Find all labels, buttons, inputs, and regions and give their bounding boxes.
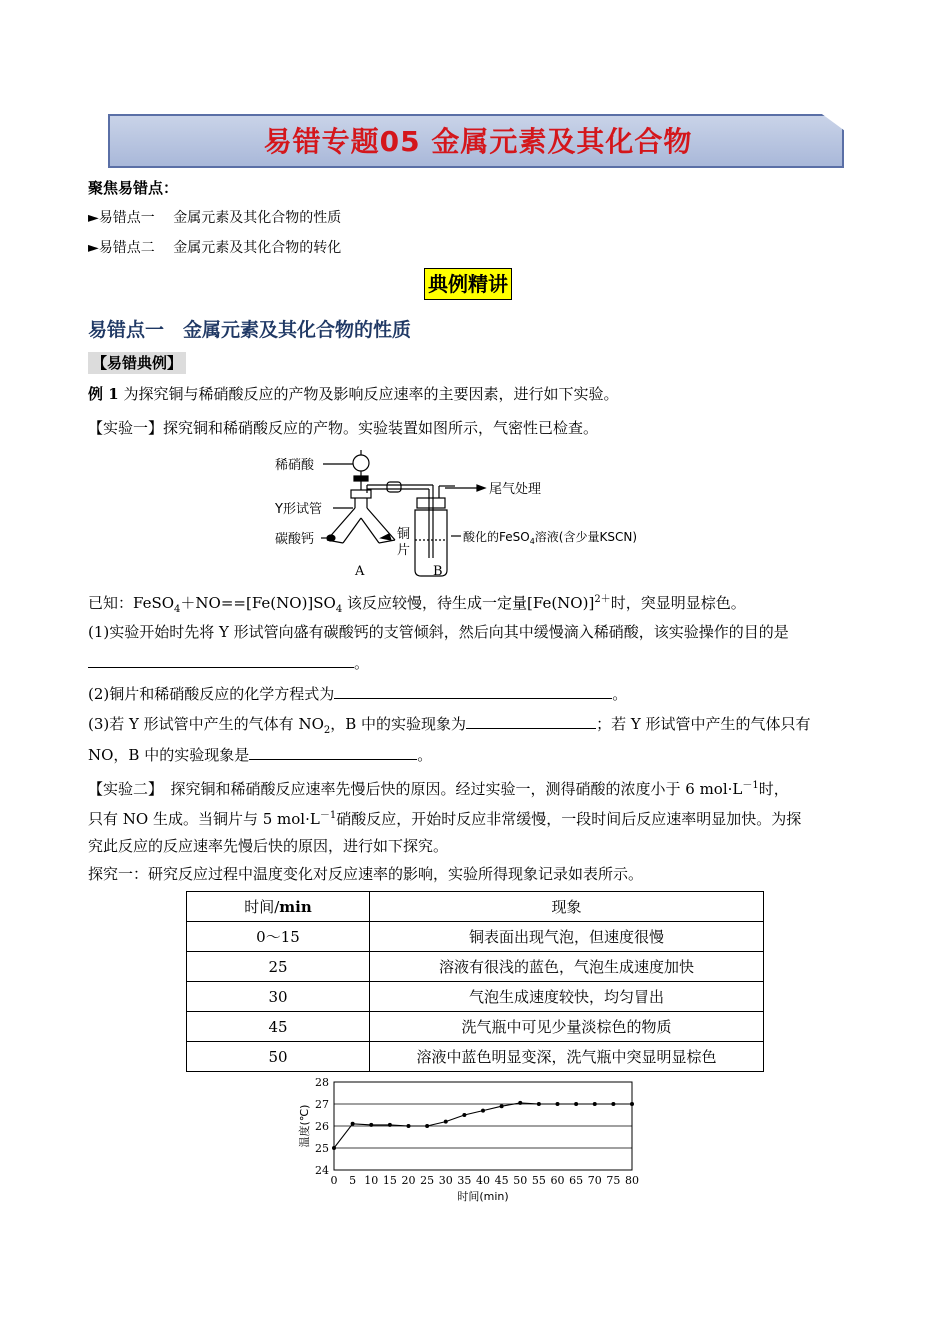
table-header-phenomenon: 现象 bbox=[370, 892, 764, 922]
apparatus-diagram bbox=[265, 448, 695, 583]
y-tick-label: 28 bbox=[315, 1076, 329, 1089]
data-point bbox=[556, 1102, 560, 1106]
table-row bbox=[187, 1042, 764, 1072]
table-cell: 30 bbox=[187, 982, 370, 1012]
label-a: A bbox=[355, 564, 365, 579]
label-tail-gas: 尾气处理 bbox=[489, 482, 542, 497]
table-header-time: 时间/min bbox=[187, 892, 370, 922]
title-banner bbox=[108, 114, 848, 170]
x-tick-label: 75 bbox=[606, 1174, 621, 1187]
table-cell: 25 bbox=[187, 952, 370, 982]
data-point bbox=[351, 1122, 355, 1126]
table-cell: 溶液有很浅的蓝色，气泡生成速度加快 bbox=[370, 952, 764, 982]
question-3: (3)若 Y 形试管中产生的气体有 $NO_2$，B 中的实验现象为 ；若 Y 形试管中产生的气体只有 bbox=[88, 715, 811, 736]
x-tick-label: 45 bbox=[494, 1174, 509, 1187]
x-tick-label: 50 bbox=[513, 1174, 528, 1187]
page-title: 易错专题05 金属元素及其化合物 bbox=[263, 125, 693, 158]
table-cell: 0～15 bbox=[187, 922, 370, 952]
data-point bbox=[537, 1102, 541, 1106]
focus-item-1: ►易错点一 金属元素及其化合物的性质 bbox=[88, 210, 342, 226]
answer-blank-1[interactable] bbox=[88, 653, 354, 668]
temperature-chart bbox=[292, 1074, 652, 1210]
question-1: (1)实验开始时先将 Y 形试管向盛有碳酸钙的支管倾斜，然后向其中缓慢滴入稀硝酸，该实验操作的目的是 bbox=[88, 623, 789, 641]
answer-blank-3b[interactable] bbox=[249, 745, 417, 760]
x-tick-label: 70 bbox=[587, 1174, 602, 1187]
y-tick-label: 26 bbox=[315, 1120, 329, 1133]
experiment-1-text: 【实验一】探究铜和稀硝酸反应的产物。实验装置如图所示，气密性已检查。 bbox=[88, 419, 599, 437]
y-tick-label: 25 bbox=[315, 1142, 329, 1155]
section-title: 易错点一 金属元素及其化合物的性质 bbox=[88, 319, 412, 341]
table-cell: 洗气瓶中可见少量淡棕色的物质 bbox=[370, 1012, 764, 1042]
focus-heading: 聚焦易错点： bbox=[88, 179, 179, 197]
label-copper-piece: 片 bbox=[397, 543, 411, 558]
data-point bbox=[407, 1124, 411, 1128]
table-cell: 溶液中蓝色明显变深，洗气瓶中突显明显棕色 bbox=[370, 1042, 764, 1072]
data-point bbox=[332, 1146, 336, 1150]
table-cell: 45 bbox=[187, 1012, 370, 1042]
data-point bbox=[462, 1113, 466, 1117]
answer-blank-3a[interactable] bbox=[466, 714, 596, 729]
x-axis-label: 时间(min) bbox=[457, 1190, 509, 1203]
label-calcium-carbonate: 碳酸钙 bbox=[275, 532, 315, 547]
label-copper: 铜 bbox=[397, 527, 411, 542]
label-b: B bbox=[433, 564, 443, 579]
x-tick-label: 35 bbox=[457, 1174, 472, 1187]
answer-blank-2[interactable] bbox=[334, 684, 612, 699]
x-tick-label: 10 bbox=[364, 1174, 379, 1187]
x-tick-label: 55 bbox=[531, 1174, 546, 1187]
label-y-tube: Y形试管 bbox=[275, 502, 322, 517]
label-feso4-solution: 酸化的FeSO$_4$溶液(含少量KSCN) bbox=[463, 530, 638, 546]
x-tick-label: 5 bbox=[349, 1174, 357, 1187]
data-point bbox=[388, 1123, 392, 1127]
example-intro: 为探究铜与稀硝酸反应的产物及影响反应速率的主要因素，进行如下实验。 bbox=[118, 385, 619, 403]
y-tick-label: 27 bbox=[315, 1098, 329, 1111]
table-cell: 铜表面出现气泡，但速度很慢 bbox=[370, 922, 764, 952]
probe-1-text: 探究一：研究反应过程中温度变化对反应速率的影响，实验所得现象记录如表所示。 bbox=[88, 865, 644, 883]
table-cell: 50 bbox=[187, 1042, 370, 1072]
data-point bbox=[630, 1102, 634, 1106]
question-3-cont: NO，B 中的实验现象是 。 bbox=[88, 746, 433, 764]
x-tick-label: 30 bbox=[438, 1174, 453, 1187]
data-point bbox=[369, 1123, 373, 1127]
example-intro-line bbox=[88, 384, 618, 404]
x-tick-label: 15 bbox=[382, 1174, 397, 1187]
x-tick-label: 0 bbox=[330, 1174, 338, 1187]
table-cell: 气泡生成速度较快，均匀冒出 bbox=[370, 982, 764, 1012]
y-tick-label: 24 bbox=[315, 1164, 329, 1177]
x-tick-label: 40 bbox=[476, 1174, 490, 1187]
known-reaction: 已知：$FeSO_4+NO==[Fe(NO)]SO_4$ 该反应较慢，待生成一定量$[Fe(NO)]^{2+}$时，突显明显棕色。 bbox=[88, 594, 746, 615]
data-point bbox=[500, 1104, 504, 1108]
example-label: 例 1 bbox=[88, 385, 119, 403]
x-tick-label: 80 bbox=[625, 1174, 639, 1187]
x-tick-label: 60 bbox=[550, 1174, 565, 1187]
table-row bbox=[187, 952, 764, 982]
experiment-2-line-3: 究此反应的反应速率先慢后快的原因，进行如下探究。 bbox=[88, 837, 449, 855]
question-2: (2)铜片和稀硝酸反应的化学方程式为 。 bbox=[88, 685, 628, 703]
experiment-2-line-2: 只有 NO 生成。当铜片与 5 $mol\cdot L^{-1}$硝酸反应，开始时反应非常缓慢，一段时间后反应速率明显加快。为探 bbox=[88, 810, 802, 828]
x-tick-label: 65 bbox=[569, 1174, 584, 1187]
table-header-row bbox=[187, 892, 764, 922]
observation-table bbox=[186, 891, 764, 1072]
table-row bbox=[187, 922, 764, 952]
focus-item-2: ►易错点二 金属元素及其化合物的转化 bbox=[88, 240, 342, 256]
data-point bbox=[425, 1124, 429, 1128]
y-axis-label: 温度(℃) bbox=[298, 1104, 311, 1148]
data-point bbox=[593, 1102, 597, 1106]
table-row bbox=[187, 982, 764, 1012]
data-point bbox=[481, 1109, 485, 1113]
experiment-2-line-1: 【实验二】 探究铜和稀硝酸反应速率先慢后快的原因。经过实验一，测得硝酸的浓度小于 6 $mol\cdot L^{-1}$时， bbox=[88, 780, 789, 798]
section-badge: 典例精讲 bbox=[424, 268, 512, 300]
data-point bbox=[444, 1120, 448, 1124]
question-1-blank-line: 。 bbox=[88, 653, 369, 673]
data-point bbox=[574, 1102, 578, 1106]
data-point bbox=[611, 1102, 615, 1106]
label-dilute-nitric-acid: 稀硝酸 bbox=[275, 458, 315, 473]
data-point bbox=[518, 1101, 522, 1105]
x-tick-label: 25 bbox=[420, 1174, 435, 1187]
x-tick-label: 20 bbox=[401, 1174, 416, 1187]
table-row bbox=[187, 1012, 764, 1042]
section-tag: 【易错典例】 bbox=[88, 352, 186, 374]
